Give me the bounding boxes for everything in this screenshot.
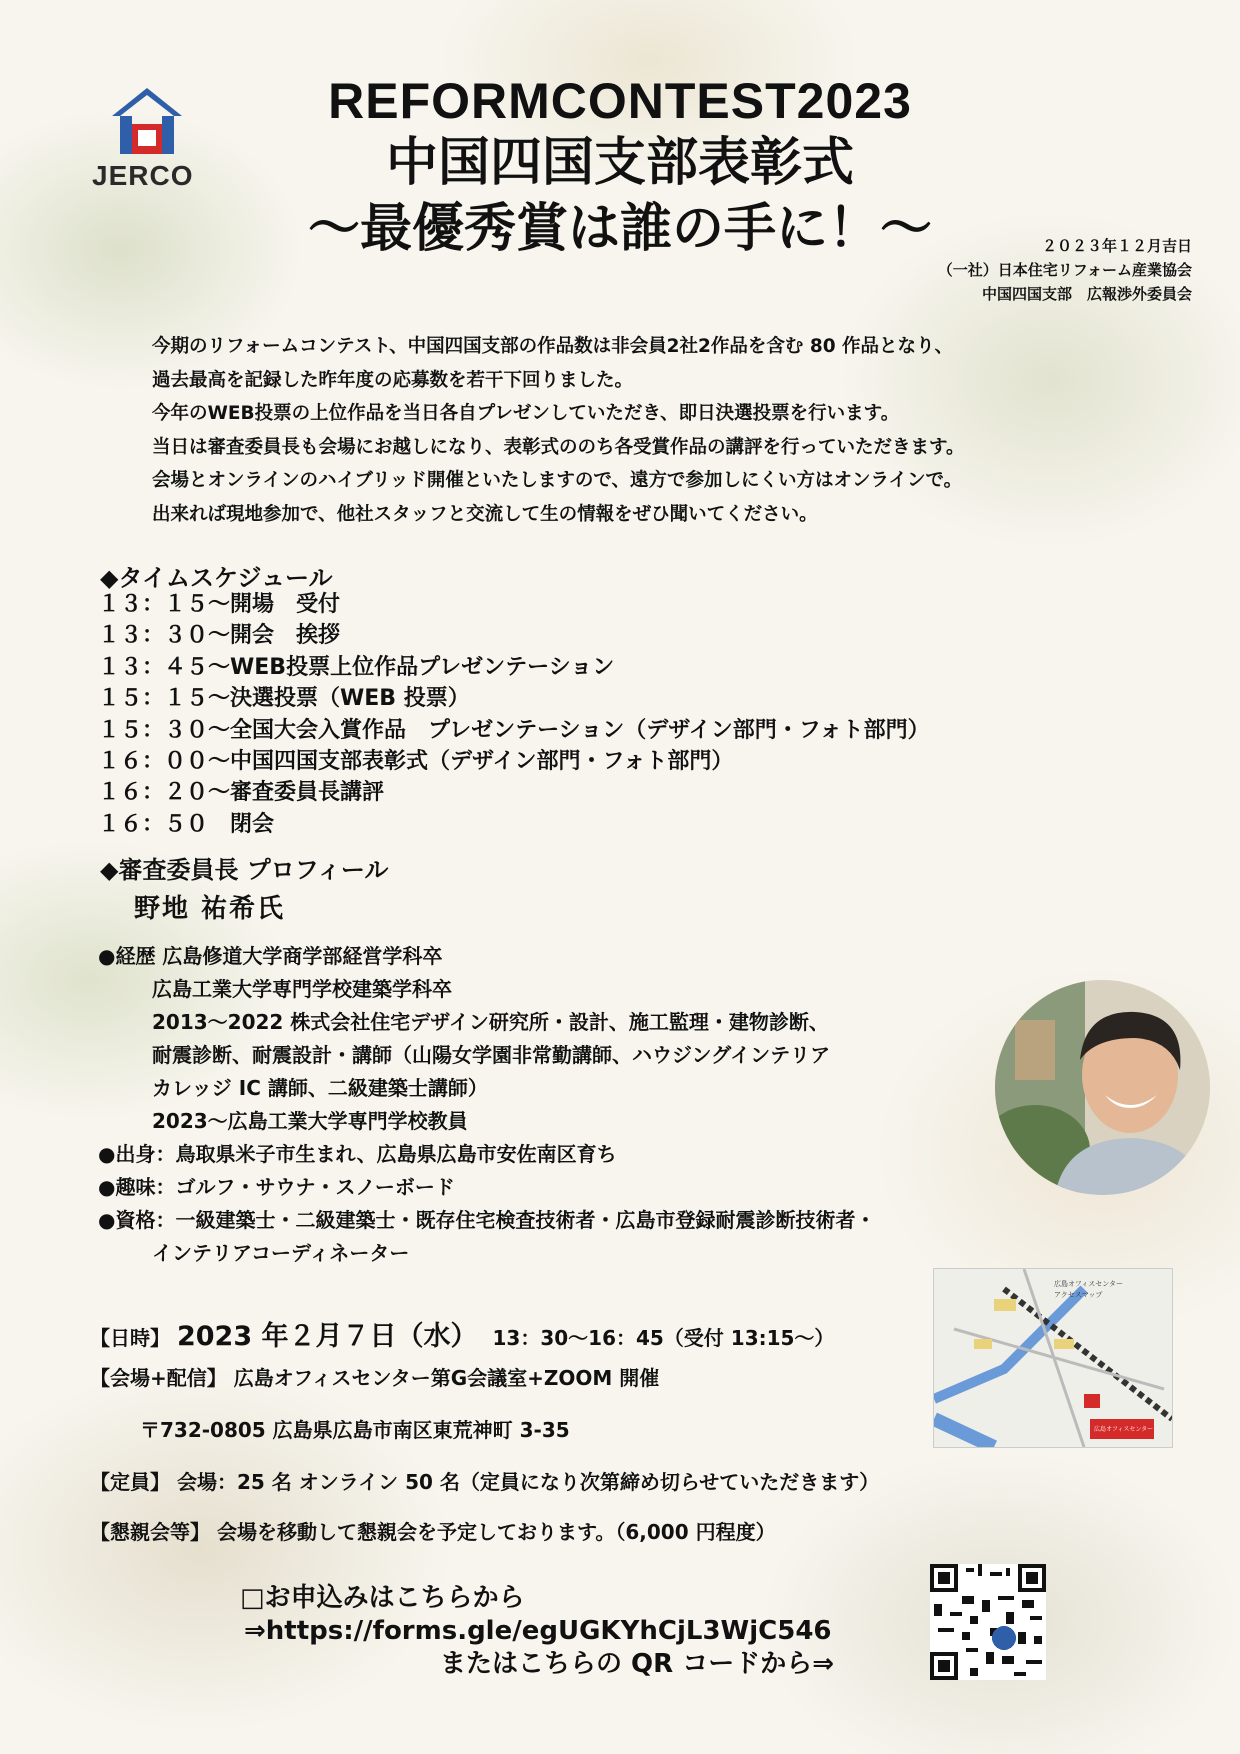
intro-line: 今年のWEB投票の上位作品を当日各自プレゼンしていただき、即日決選投票を行います。	[152, 403, 900, 424]
event-venue	[90, 1362, 920, 1391]
jerco-logo	[92, 86, 212, 192]
schedule-item: １５：１５～決選投票（WEB 投票）	[98, 686, 470, 712]
venue-value: 広島オフィスセンター第G会議室+ZOOM 開催	[233, 1366, 660, 1390]
event-date	[90, 1314, 920, 1353]
career-line: カレッジ IC 講師、二級建築士講師）	[152, 1076, 488, 1100]
judge-name: 野地 祐希氏	[134, 894, 286, 924]
schedule-item: １５：３０～全国大会入賞作品 プレゼンテーション（デザイン部門・フォト部門）	[98, 717, 930, 743]
title-line-2: 中国四国支部表彰式	[385, 133, 854, 193]
flyer-title	[220, 72, 1020, 262]
career-line: 耐震診断、耐震設計・講師（山陽女学園非常勤講師、ハウジングインテリア	[152, 1043, 831, 1067]
intro-line: 会場とオンラインのハイブリッド開催といたしますので、遠方で参加しにくい方はオンラインで。	[152, 470, 963, 491]
event-capacity	[90, 1466, 1090, 1495]
career-line: 2023～広島工業大学専門学校教員	[152, 1109, 468, 1133]
map-venue-label: 広島オフィスセンター	[1094, 1426, 1154, 1433]
intro-paragraph	[152, 330, 1172, 531]
schedule-item: １３：３０～開会 挨拶	[98, 623, 341, 649]
map-subtitle: アクセスマップ	[1054, 1291, 1103, 1299]
apply-block	[240, 1582, 834, 1681]
party-value: 会場を移動して懇親会を予定しております。（6,000 円程度）	[216, 1520, 776, 1544]
intro-line: 出来れば現地参加で、他社スタッフと交流して生の情報をぜひ聞いてください。	[152, 503, 818, 525]
intro-line: 過去最高を記録した昨年度の応募数を若干下回りました。	[152, 369, 634, 391]
schedule-item: １６：００～中国四国支部表彰式（デザイン部門・フォト部門）	[98, 749, 734, 775]
issuer-block	[938, 234, 1192, 306]
issuer-org: （一社）日本住宅リフォーム産業協会	[937, 261, 1192, 279]
profile-details	[98, 940, 1088, 1270]
title-line-3: ～最優秀賞は誰の手に！～	[307, 199, 932, 259]
apply-link[interactable]: ⇒https://forms.gle/egUGKYhCjL3WjC546	[244, 1616, 832, 1646]
apply-qr-text: またはこちらの QR コードから⇒	[440, 1649, 835, 1679]
intro-line: 当日は審査委員長も会場にお越しになり、表彰式ののち各受賞作品の講評を行っていただきます。	[152, 436, 965, 458]
date-label: 【日時】	[90, 1326, 170, 1350]
hobby-line: ●趣味：ゴルフ・サウナ・スノーボード	[98, 1175, 455, 1199]
map-title: 広島オフィスセンター	[1054, 1280, 1123, 1288]
capacity-value: 会場：25 名 オンライン 50 名（定員になり次第締め切らせていただきます）	[176, 1470, 880, 1494]
qualification-line: ●資格：一級建築士・二級建築士・既存住宅検査技術者・広島市登録耐震診断技術者・	[98, 1208, 876, 1232]
schedule-list	[98, 589, 930, 840]
qr-code[interactable]	[930, 1564, 1046, 1680]
issue-date: ２０２３年１２月吉日	[1041, 237, 1192, 255]
qualification-line: インテリアコーディネーター	[152, 1241, 410, 1265]
title-line-1: REFORMCONTEST2023	[328, 73, 912, 129]
schedule-item: １６：５０ 閉会	[98, 811, 275, 837]
intro-line: 今期のリフォームコンテスト、中国四国支部の作品数は非会員2社2作品を含む 80 作品となり、	[152, 336, 954, 357]
career-line: 広島工業大学専門学校建築学科卒	[152, 977, 452, 1001]
career-line: ●経歴 広島修道大学商学部経営学科卒	[98, 944, 443, 968]
logo-text: JERCO	[92, 160, 194, 191]
profile-heading: ◆審査委員長 プロフィール	[100, 856, 389, 884]
issuer-dept: 中国四国支部 広報渉外委員会	[981, 285, 1192, 303]
venue-address: 〒732-0805 広島県広島市南区東荒神町 3-35	[140, 1418, 570, 1442]
access-map	[933, 1268, 1173, 1448]
date-time: 13：30～16：45（受付 13:15～）	[492, 1326, 835, 1350]
origin-line: ●出身：鳥取県米子市生まれ、広島県広島市安佐南区育ち	[98, 1142, 617, 1166]
judge-photo	[995, 980, 1210, 1195]
party-label: 【懇親会等】	[90, 1520, 210, 1544]
venue-label: 【会場+配信】	[90, 1366, 227, 1390]
apply-heading: □お申込みはこちらから	[240, 1583, 525, 1613]
schedule-item: １３：４５～WEB投票上位作品プレゼンテーション	[98, 654, 615, 680]
career-line: 2013～2022 株式会社住宅デザイン研究所・設計、施工監理・建物診断、	[152, 1010, 829, 1034]
schedule-item: １３：１５～開場 受付	[98, 592, 341, 617]
schedule-item: １６：２０～審査委員長講評	[98, 780, 385, 806]
house-logo-icon	[110, 86, 184, 158]
event-party	[90, 1516, 1090, 1545]
capacity-label: 【定員】	[90, 1470, 170, 1494]
date-value: 2023 年２月７日（水）	[176, 1321, 478, 1352]
schedule-heading: ◆タイムスケジュール	[100, 564, 333, 592]
